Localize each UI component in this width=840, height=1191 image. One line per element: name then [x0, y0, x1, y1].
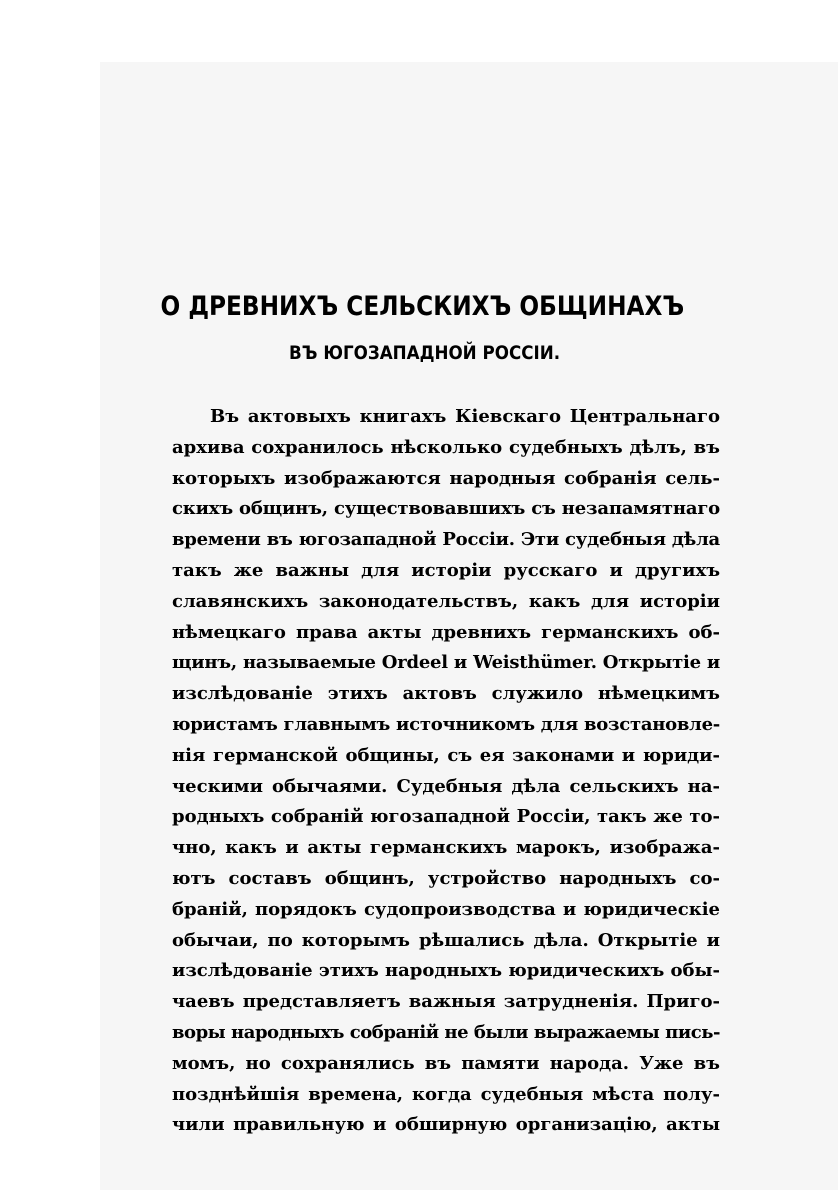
text-line: времени въ югозападной Россіи. Эти судебныя дѣла: [172, 529, 721, 551]
text-line: браній, порядокъ судопроизводства и юридическіе: [172, 898, 720, 920]
text-line: щинъ, называемые Ordeel и Weisthümer. Открытіе и: [172, 652, 720, 674]
text-line: чили правильную и обширную организацію, акты: [172, 1114, 720, 1136]
text-line: воры народныхъ собраній не были выражаемы пись-: [172, 1021, 720, 1043]
text-line: чно, какъ и акты германскихъ марокъ, изобража-: [172, 837, 720, 859]
text-line: скихъ общинъ, существовавшихъ съ незапамятнаго: [172, 498, 720, 520]
text-line: обычаи, по которымъ рѣшались дѣла. Открытіе и: [172, 929, 720, 951]
document-subtitle: ВЪ ЮГОЗАПАДНОЙ РОССІИ.: [289, 342, 561, 364]
text-line: славянскихъ законодательствъ, какъ для исторіи: [172, 590, 720, 612]
text-line: изслѣдованіе этихъ народныхъ юридическихъ обы-: [172, 960, 720, 982]
document-title: О ДРЕВНИХЪ СЕЛЬСКИХЪ ОБЩИНАХЪ: [160, 291, 685, 322]
text-line: Въ актовыхъ книгахъ Кіевскаго Центральнаго: [210, 406, 720, 427]
body-paragraph: [172, 402, 720, 1141]
text-line: юристамъ главнымъ источникомъ для возстановле-: [172, 713, 720, 735]
text-line: такъ же важны для исторіи русскаго и другихъ: [172, 559, 720, 581]
text-line: момъ, но сохранялись въ памяти народа. Уже въ: [172, 1052, 720, 1074]
text-line: нія германской общины, съ ея законами и юриди-: [172, 744, 720, 766]
text-line: позднѣйшія времена, когда судебныя мѣста полу-: [172, 1083, 720, 1105]
text-line: ческими обычаями. Судебныя дѣла сельскихъ на-: [172, 775, 720, 797]
text-line: которыхъ изображаются народныя собранія сель-: [172, 467, 720, 489]
text-line: ютъ составъ общинъ, устройство народныхъ со-: [172, 867, 720, 889]
text-line: родныхъ собраній югозападной Россіи, такъ же то-: [172, 806, 720, 828]
text-line: архива сохранилось нѣсколько судебныхъ дѣлъ, въ: [172, 436, 720, 458]
text-line: изслѣдованіе этихъ актовъ служило нѣмецкимъ: [172, 683, 720, 705]
text-line: нѣмецкаго права акты древнихъ германскихъ об-: [172, 621, 720, 643]
text-line: чаевъ представляетъ важныя затрудненія. Приго-: [172, 991, 720, 1013]
